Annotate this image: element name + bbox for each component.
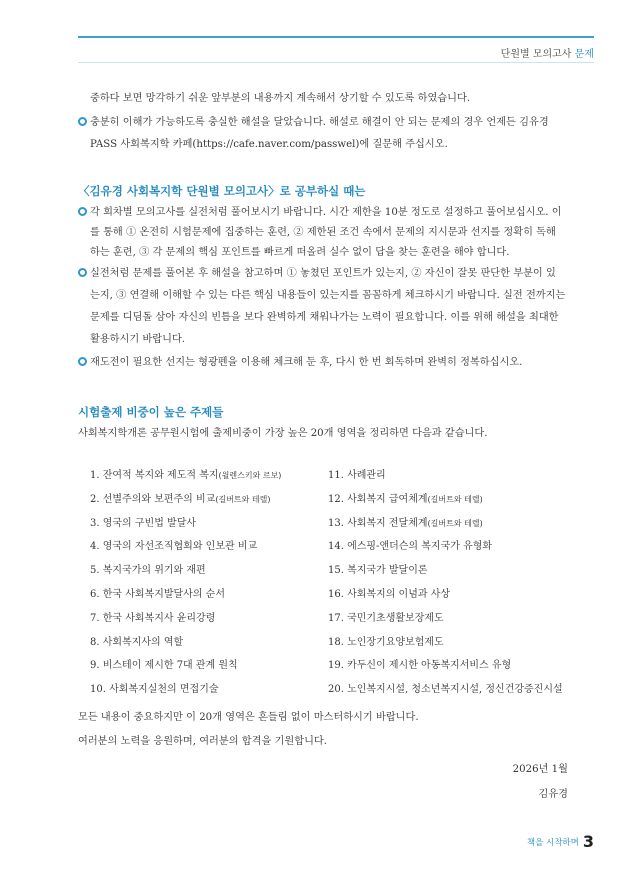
list-item: 15. 복지국가 발달이론 bbox=[328, 565, 428, 577]
list-item: 12. 사회복지 급여체계(길버트와 테렐) bbox=[328, 493, 483, 505]
list-item: 9. 비스테이 제시한 7대 관계 원칙 bbox=[90, 660, 238, 672]
study-section-title: 〈김유경 사회복지학 단원별 모의고사〉로 공부하실 때는 bbox=[78, 184, 366, 198]
list-item: 10. 사회복지실천의 면접기술 bbox=[90, 684, 219, 696]
header-rule bbox=[78, 36, 594, 38]
list-item: 1. 잔여적 복지와 제도적 복지(윌렌스키와 르보) bbox=[90, 470, 282, 481]
list-item: 5. 복지국가의 위기와 재편 bbox=[90, 565, 206, 577]
bullet-icon bbox=[78, 207, 87, 216]
list-item: 2. 선별주의와 보편주의 비교(길버트와 테렐) bbox=[90, 493, 271, 505]
study-bullet-2-line: 활용하시기 바랍니다. bbox=[90, 334, 186, 345]
list-item: 17. 국민기초생활보장제도 bbox=[328, 612, 444, 624]
study-bullet-1-line: 하는 훈련, ③ 각 문제의 핵심 포인트를 빠르게 떠올려 실수 없이 답을 찾는 훈련을 해야 합니다. bbox=[90, 247, 510, 258]
study-bullet-2-line: 문제를 디딤돌 삼아 자신의 빈틈을 보다 완벽하게 채워나가는 노력이 필요합니다. 이를 위해 해설을 최대한 bbox=[90, 312, 559, 323]
list-item: 4. 영국의 자선조직협회와 인보관 비교 bbox=[90, 541, 258, 553]
running-header bbox=[501, 45, 594, 60]
closing-author: 김유경 bbox=[538, 789, 568, 800]
intro-bullet-2: 충분히 이해가 가능하도록 충실한 해설을 달았습니다. 해설로 해결이 안 되는 문제의 경우 언제든 김유경 bbox=[78, 113, 572, 134]
footer-section: 책을 시작하며 bbox=[526, 838, 579, 848]
header-title-accent: 문제 bbox=[574, 49, 594, 60]
list-item: 3. 영국의 구빈법 발달사 bbox=[90, 517, 197, 529]
list-item: 13. 사회복지 전달체계(길버트와 테렐) bbox=[328, 517, 483, 529]
bullet-icon bbox=[78, 117, 87, 126]
study-bullet-2: 실전처럼 문제를 풀어본 후 해설을 참고하며 ① 놓쳤던 포인트가 있는지, ② 자신이 잘못 판단한 부분이 있 bbox=[78, 264, 572, 285]
intro-bullet-2-line-2: PASS 사회복지학 카페(https://cafe.naver.com/passwel)에 질문해 주십시오. bbox=[90, 139, 448, 150]
study-bullet-1-line: 를 통해 ① 온전히 시험문제에 집중하는 훈련, ② 제한된 조건 속에서 문제의 지시문과 선지를 정확히 독해 bbox=[90, 227, 556, 238]
list-item: 18. 노인장기요양보험제도 bbox=[328, 636, 444, 648]
topics-list-right bbox=[328, 464, 563, 702]
study-bullet-2-line: 는지, ③ 연결해 이해할 수 있는 다른 핵심 내용들이 있는지를 꼼꼼하게 체크하시기 바랍니다. 실전 전까지는 bbox=[90, 290, 566, 301]
list-item: 11. 사례관리 bbox=[328, 470, 386, 481]
bullet-icon bbox=[78, 268, 87, 277]
list-item: 8. 사회복지사의 역할 bbox=[90, 636, 184, 648]
list-item: 14. 에스핑-앤더슨의 복지국가 유형화 bbox=[328, 541, 493, 553]
topics-list-left bbox=[90, 464, 281, 702]
study-bullet-1: 각 회차별 모의고사를 실전처럼 풀어보시기 바랍니다. 시간 제한을 10분 정도로 설정하고 풀어보십시오. 이 bbox=[78, 203, 572, 224]
header-title: 단원별 모의고사 bbox=[500, 49, 572, 60]
topics-section-title: 시험출제 비중이 높은 주제들 bbox=[78, 405, 224, 419]
list-item: 7. 한국 사회복지사 윤리강령 bbox=[90, 612, 216, 624]
page-footer bbox=[527, 832, 594, 851]
topics-intro: 사회복지학개론 공무원시험에 출제비중이 가장 높은 20개 영역을 정리하면 다음과 같습니다. bbox=[78, 428, 488, 439]
bullet-icon bbox=[78, 357, 87, 366]
list-item: 6. 한국 사회복지발달사의 순서 bbox=[90, 588, 225, 600]
list-item: 16. 사회복지의 이념과 사상 bbox=[328, 588, 451, 600]
closing-line-1: 모든 내용이 중요하지만 이 20개 영역은 흔들림 없이 마스터하시기 바랍니다. bbox=[78, 712, 419, 723]
header-underline bbox=[78, 62, 594, 63]
closing-line-2: 여러분의 노력을 응원하며, 여러분의 합격을 기원합니다. bbox=[78, 736, 328, 747]
study-bullet-3: 재도전이 필요한 선지는 형광펜을 이용해 체크해 둔 후, 다시 한 번 회독하며 완벽히 정복하십시오. bbox=[78, 353, 572, 374]
intro-continuation: 중하다 보면 망각하기 쉬운 앞부분의 내용까지 계속해서 상기할 수 있도록 하였습니다. bbox=[90, 93, 471, 104]
list-item: 20. 노인복지시설, 청소년복지시설, 정신건강증진시설 bbox=[328, 684, 563, 696]
closing-date: 2026년 1월 bbox=[512, 764, 568, 775]
list-item: 19. 카두신이 제시한 아동복지서비스 유형 bbox=[328, 660, 512, 672]
page-number: 3 bbox=[582, 832, 594, 851]
